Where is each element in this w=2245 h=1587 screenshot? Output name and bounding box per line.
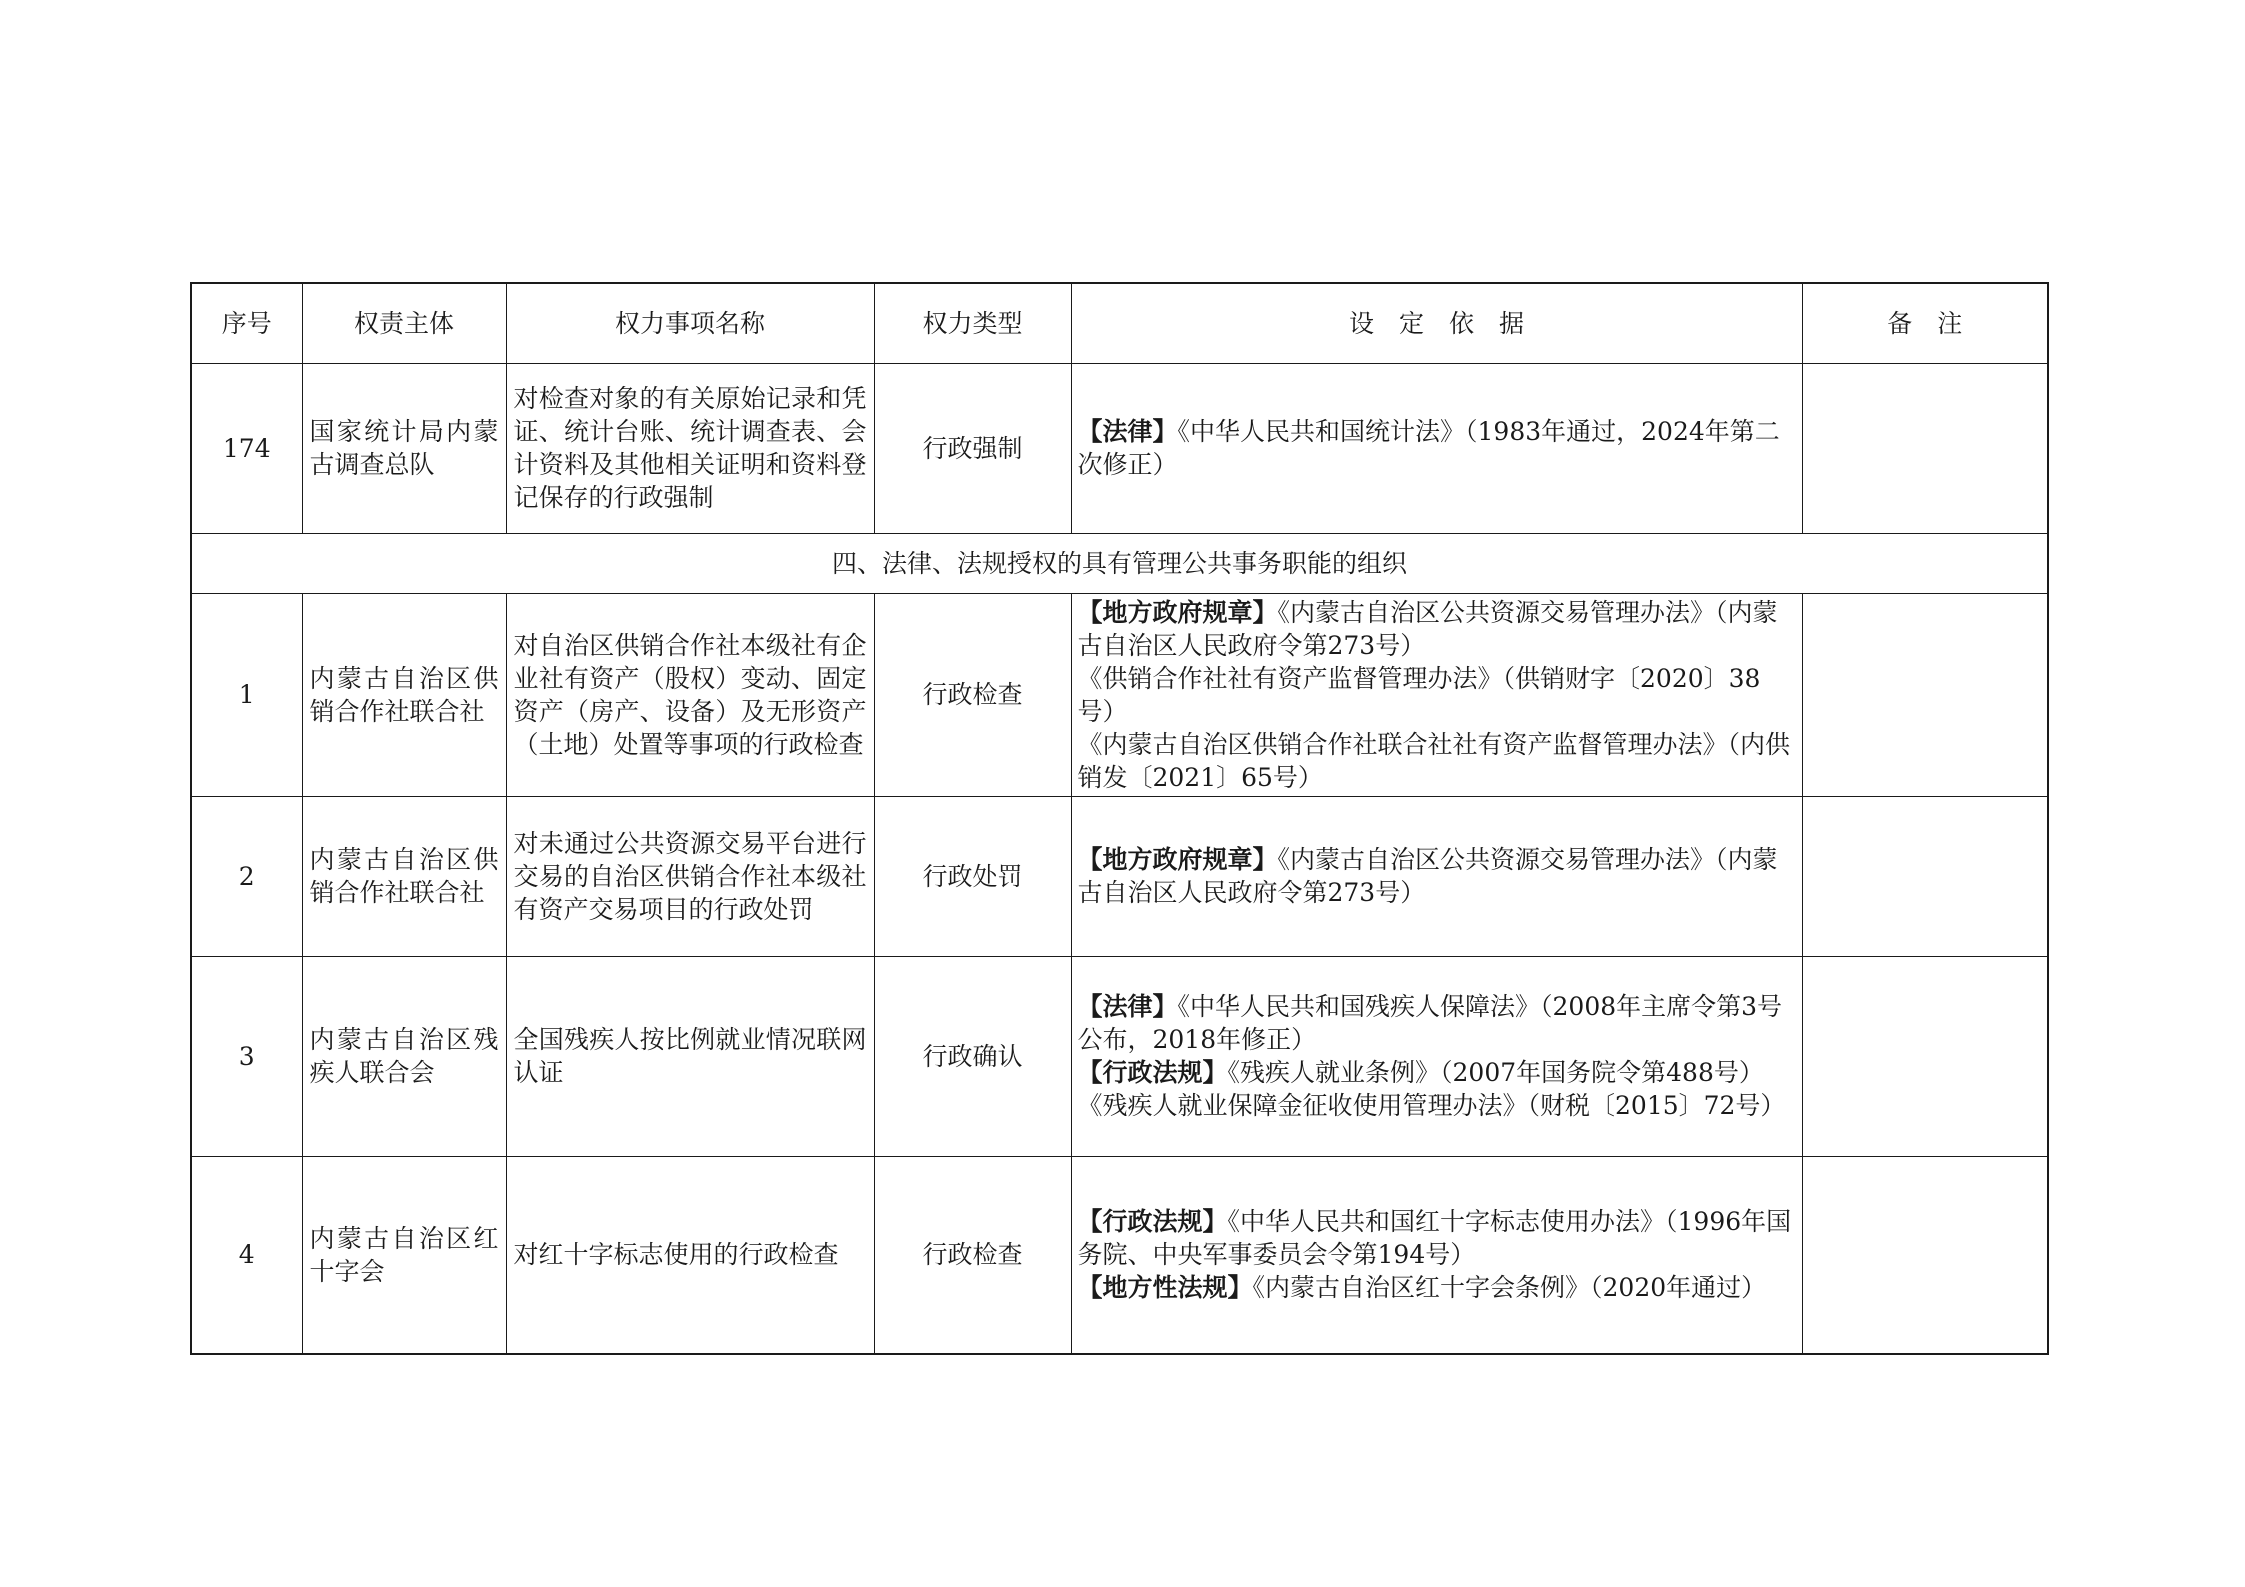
basis-text: 《中华人民共和国红十字标志使用办法》（1996年国务院、中央军事委员会令第194号）: [1077, 1207, 1792, 1270]
cell-item-name: 对未通过公共资源交易平台进行交易的自治区供销合作社本级社有资产交易项目的行政处罚: [506, 796, 874, 956]
cell-serial: 2: [191, 796, 302, 956]
basis-tag: 【地方政府规章】: [1077, 845, 1278, 874]
section-row: [191, 533, 2048, 593]
cell-serial: 1: [191, 593, 302, 796]
basis-tag: 【法律】: [1077, 417, 1178, 446]
header-subject: 权责主体: [302, 283, 506, 363]
cell-subject: 内蒙古自治区红十字会: [302, 1156, 506, 1354]
table-row: [191, 593, 2048, 796]
cell-type: 行政检查: [874, 593, 1071, 796]
basis-line: [1078, 843, 1796, 909]
authority-table: [190, 282, 2049, 1355]
cell-item-name: 对红十字标志使用的行政检查: [506, 1156, 874, 1354]
cell-item-name: 对自治区供销合作社本级社有企业社有资产（股权）变动、固定资产（房产、设备）及无形资产（土地）处置等事项的行政检查: [506, 593, 874, 796]
header-serial: 序号: [191, 283, 302, 363]
cell-basis: [1071, 1156, 1802, 1354]
table-row: [191, 363, 2048, 533]
cell-subject: 国家统计局内蒙古调查总队: [302, 363, 506, 533]
header-type: 权力类型: [874, 283, 1071, 363]
basis-line: [1078, 1271, 1796, 1304]
cell-item-name: 全国残疾人按比例就业情况联网认证: [506, 956, 874, 1156]
cell-remark: [1802, 796, 2048, 956]
table-row: [191, 956, 2048, 1156]
basis-tag: 【地方政府规章】: [1077, 597, 1278, 627]
header-item-name: 权力事项名称: [506, 283, 874, 363]
basis-text: 《内蒙古自治区公共资源交易管理办法》（内蒙古自治区人民政府令第273号）: [1077, 597, 1778, 660]
cell-serial: 3: [191, 956, 302, 1156]
header-basis: 设 定 依 据: [1071, 283, 1802, 363]
basis-line: [1078, 1056, 1796, 1089]
table-row: [191, 796, 2048, 956]
cell-serial: 4: [191, 1156, 302, 1354]
cell-type: 行政确认: [874, 956, 1071, 1156]
basis-text: 《供销合作社社有资产监督管理办法》（供销财字〔2020〕38号）: [1077, 663, 1761, 726]
cell-remark: [1802, 593, 2048, 796]
basis-text: 《中华人民共和国统计法》（1983年通过，2024年第二次修正）: [1077, 417, 1780, 479]
basis-tag: 【法律】: [1077, 992, 1178, 1021]
cell-subject: 内蒙古自治区供销合作社联合社: [302, 593, 506, 796]
basis-line: [1078, 990, 1796, 1056]
basis-text: 《内蒙古自治区供销合作社联合社社有资产监督管理办法》（内供销发〔2021〕65号）: [1077, 729, 1791, 792]
header-remark: 备 注: [1802, 283, 2048, 363]
cell-remark: [1802, 363, 2048, 533]
cell-type: 行政强制: [874, 363, 1071, 533]
basis-tag: 【地方性法规】: [1077, 1273, 1253, 1303]
cell-serial: 174: [191, 363, 302, 533]
header-row: [191, 283, 2048, 363]
basis-line: [1078, 415, 1796, 481]
basis-line: [1078, 596, 1796, 662]
cell-subject: 内蒙古自治区残疾人联合会: [302, 956, 506, 1156]
basis-line: [1078, 1205, 1796, 1271]
cell-subject: 内蒙古自治区供销合作社联合社: [302, 796, 506, 956]
table-row: [191, 1156, 2048, 1354]
basis-text: 《残疾人就业保障金征收使用管理办法》（财税〔2015〕72号）: [1077, 1091, 1786, 1120]
section-title: 四、法律、法规授权的具有管理公共事务职能的组织: [191, 533, 2048, 593]
cell-basis: [1071, 796, 1802, 956]
cell-item-name: 对检查对象的有关原始记录和凭证、统计台账、统计调查表、会计资料及其他相关证明和资料登记保存的行政强制: [506, 363, 874, 533]
basis-text: 《残疾人就业条例》（2007年国务院令第488号）: [1227, 1058, 1764, 1087]
cell-type: 行政处罚: [874, 796, 1071, 956]
cell-remark: [1802, 956, 2048, 1156]
basis-line: [1078, 1089, 1796, 1122]
cell-basis: [1071, 593, 1802, 796]
basis-tag: 【行政法规】: [1077, 1207, 1228, 1237]
basis-line: [1078, 662, 1796, 728]
cell-type: 行政检查: [874, 1156, 1071, 1354]
cell-remark: [1802, 1156, 2048, 1354]
basis-line: [1078, 728, 1796, 794]
basis-text: 《内蒙古自治区红十字会条例》（2020年通过）: [1252, 1273, 1767, 1303]
basis-text: 《中华人民共和国残疾人保障法》（2008年主席令第3号公布，2018年修正）: [1077, 992, 1783, 1054]
basis-text: 《内蒙古自治区公共资源交易管理办法》（内蒙古自治区人民政府令第273号）: [1077, 845, 1778, 907]
cell-basis: [1071, 956, 1802, 1156]
basis-tag: 【行政法规】: [1077, 1058, 1228, 1087]
cell-basis: [1071, 363, 1802, 533]
